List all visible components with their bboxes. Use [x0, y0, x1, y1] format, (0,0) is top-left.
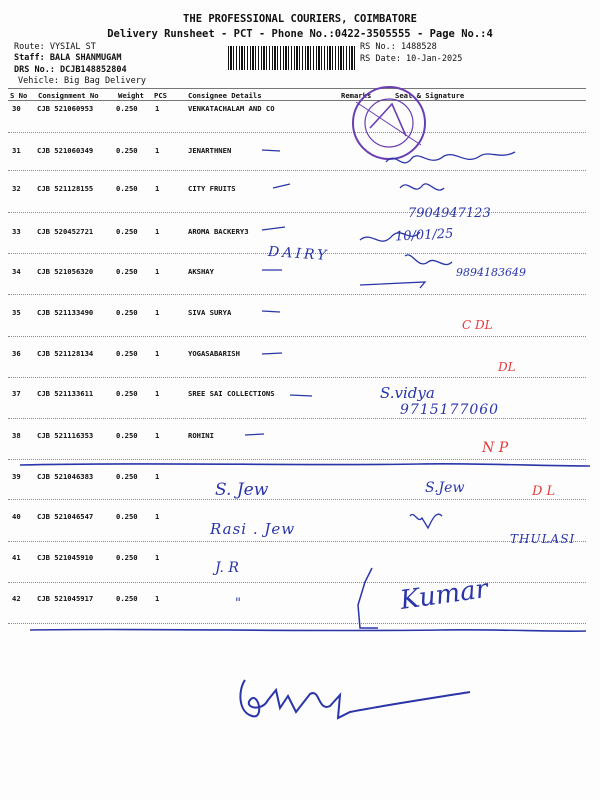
- col-consignment: Consignment No: [38, 91, 99, 100]
- staff-signature: [240, 680, 470, 718]
- row-sno: 41: [12, 553, 21, 562]
- row-sno: 37: [12, 389, 21, 398]
- row-sno: 42: [12, 594, 21, 603]
- row-consignment: CJB 521045917: [37, 594, 94, 603]
- runsheet-subtitle: Delivery Runsheet - PCT - Phone No.:0422-3505555 - Page No.:4: [107, 28, 493, 40]
- row-sno: 39: [12, 472, 21, 481]
- row-pcs: 1: [155, 227, 160, 236]
- row-weight: 0.250: [116, 267, 138, 276]
- col-sno: S No: [10, 91, 28, 100]
- handwriting-phone1: 7904947123: [408, 206, 491, 221]
- row-weight: 0.250: [116, 146, 138, 155]
- row-consignment: CJB 521060953: [37, 104, 94, 113]
- row-weight: 0.250: [116, 472, 138, 481]
- row-weight: 0.250: [116, 349, 138, 358]
- row-consignee: CITY FRUITS: [188, 184, 236, 193]
- row-sno: 33: [12, 227, 21, 236]
- row-consignee: SREE SAI COLLECTIONS: [188, 389, 275, 398]
- bracket-mark: [358, 568, 378, 628]
- col-weight: Weight: [118, 91, 144, 100]
- rs-number: RS No.: 1488528: [360, 42, 437, 52]
- row-pcs: 1: [155, 308, 160, 317]
- row-consignment: CJB 521046547: [37, 512, 94, 521]
- row-consignment: CJB 521128155: [37, 184, 94, 193]
- row-weight: 0.250: [116, 512, 138, 521]
- company-title: THE PROFESSIONAL COURIERS, COIMBATORE: [183, 13, 417, 25]
- row-sno: 31: [12, 146, 21, 155]
- seal-stamp: [353, 87, 425, 159]
- col-pcs: PCS: [154, 91, 167, 100]
- row-consignment: CJB 521045910: [37, 553, 94, 562]
- handwriting-cdl: C DL: [462, 318, 493, 332]
- signature-scribbles: [360, 152, 515, 528]
- row-pcs: 1: [155, 267, 160, 276]
- row-weight: 0.250: [116, 594, 138, 603]
- row-weight: 0.250: [116, 389, 138, 398]
- row-sno: 34: [12, 267, 21, 276]
- ink-dashes: [245, 150, 425, 435]
- handwriting-phone3: 9715177060: [400, 402, 500, 418]
- row-weight: 0.250: [116, 308, 138, 317]
- row-weight: 0.250: [116, 104, 138, 113]
- row-sno: 40: [12, 512, 21, 521]
- row-consignee: ROHINI: [188, 431, 214, 440]
- row-consignee: AKSHAY: [188, 267, 214, 276]
- row-pcs: 1: [155, 472, 160, 481]
- drs-number: DRS No.: DCJB148852804: [14, 65, 127, 75]
- row-pcs: 1: [155, 553, 160, 562]
- row-sno: 32: [12, 184, 21, 193]
- vehicle-label: Vehicle: Big Bag Delivery: [18, 76, 146, 86]
- handwriting-rasi-jew: Rasi . Jew: [210, 520, 296, 538]
- col-remarks: Remarks: [341, 91, 372, 100]
- row-weight: 0.250: [116, 227, 138, 236]
- route-label: Route: VYSIAL ST: [14, 42, 96, 52]
- handwriting-date: 10/01/25: [394, 226, 454, 245]
- row-consignment: CJB 520452721: [37, 227, 94, 236]
- row-consignment: CJB 521128134: [37, 349, 94, 358]
- handwriting-svidya: S.vidya: [380, 384, 435, 402]
- row-pcs: 1: [155, 431, 160, 440]
- row-consignee: SIVA SURYA: [188, 308, 232, 317]
- row-pcs: 1: [155, 512, 160, 521]
- handwriting-dl-2: D L: [532, 484, 556, 499]
- row-pcs: 1: [155, 594, 160, 603]
- staff-label: Staff: BALA SHANMUGAM: [14, 53, 122, 63]
- row-sno: 30: [12, 104, 21, 113]
- row-pcs: 1: [155, 184, 160, 193]
- handwriting-ditto: ": [235, 596, 241, 611]
- col-seal: Seal & Signature: [395, 91, 465, 100]
- handwriting-dl: DL: [498, 360, 516, 374]
- row-pcs: 1: [155, 389, 160, 398]
- row-pcs: 1: [155, 349, 160, 358]
- row-pcs: 1: [155, 146, 160, 155]
- row-sno: 38: [12, 431, 21, 440]
- handwriting-dairy: DAIRY: [267, 243, 330, 265]
- row-consignment: CJB 521060349: [37, 146, 94, 155]
- row-consignment: CJB 521133611: [37, 389, 94, 398]
- handwriting-thulasi: THULASI: [510, 532, 576, 546]
- row-sno: 35: [12, 308, 21, 317]
- row-consignee: YOGASABARISH: [188, 349, 240, 358]
- row-weight: 0.250: [116, 431, 138, 440]
- row-consignment: CJB 521056320: [37, 267, 94, 276]
- row-weight: 0.250: [116, 184, 138, 193]
- row-consignee: VENKATACHALAM AND CO: [188, 104, 275, 113]
- handwriting-kumar: Kumar: [398, 574, 490, 616]
- row-consignment: CJB 521133490: [37, 308, 94, 317]
- handwriting-np: N P: [482, 440, 509, 456]
- handwriting-sjew-sign: S.Jew: [425, 480, 465, 496]
- row-consignee: AROMA BACKERY3: [188, 227, 249, 236]
- handwriting-jr: J. R: [215, 560, 239, 576]
- row-pcs: 1: [155, 104, 160, 113]
- handwriting-sjew: S. Jew: [215, 480, 269, 500]
- handwriting-phone2: 9894183649: [456, 266, 526, 279]
- row-sno: 36: [12, 349, 21, 358]
- row-consignee: JENARTHNEN: [188, 146, 232, 155]
- row-consignment: CJB 521046383: [37, 472, 94, 481]
- rs-date: RS Date: 10-Jan-2025: [360, 54, 463, 64]
- col-consignee: Consignee Details: [188, 91, 262, 100]
- ink-separators: [20, 464, 590, 631]
- row-weight: 0.250: [116, 553, 138, 562]
- row-consignment: CJB 521116353: [37, 431, 94, 440]
